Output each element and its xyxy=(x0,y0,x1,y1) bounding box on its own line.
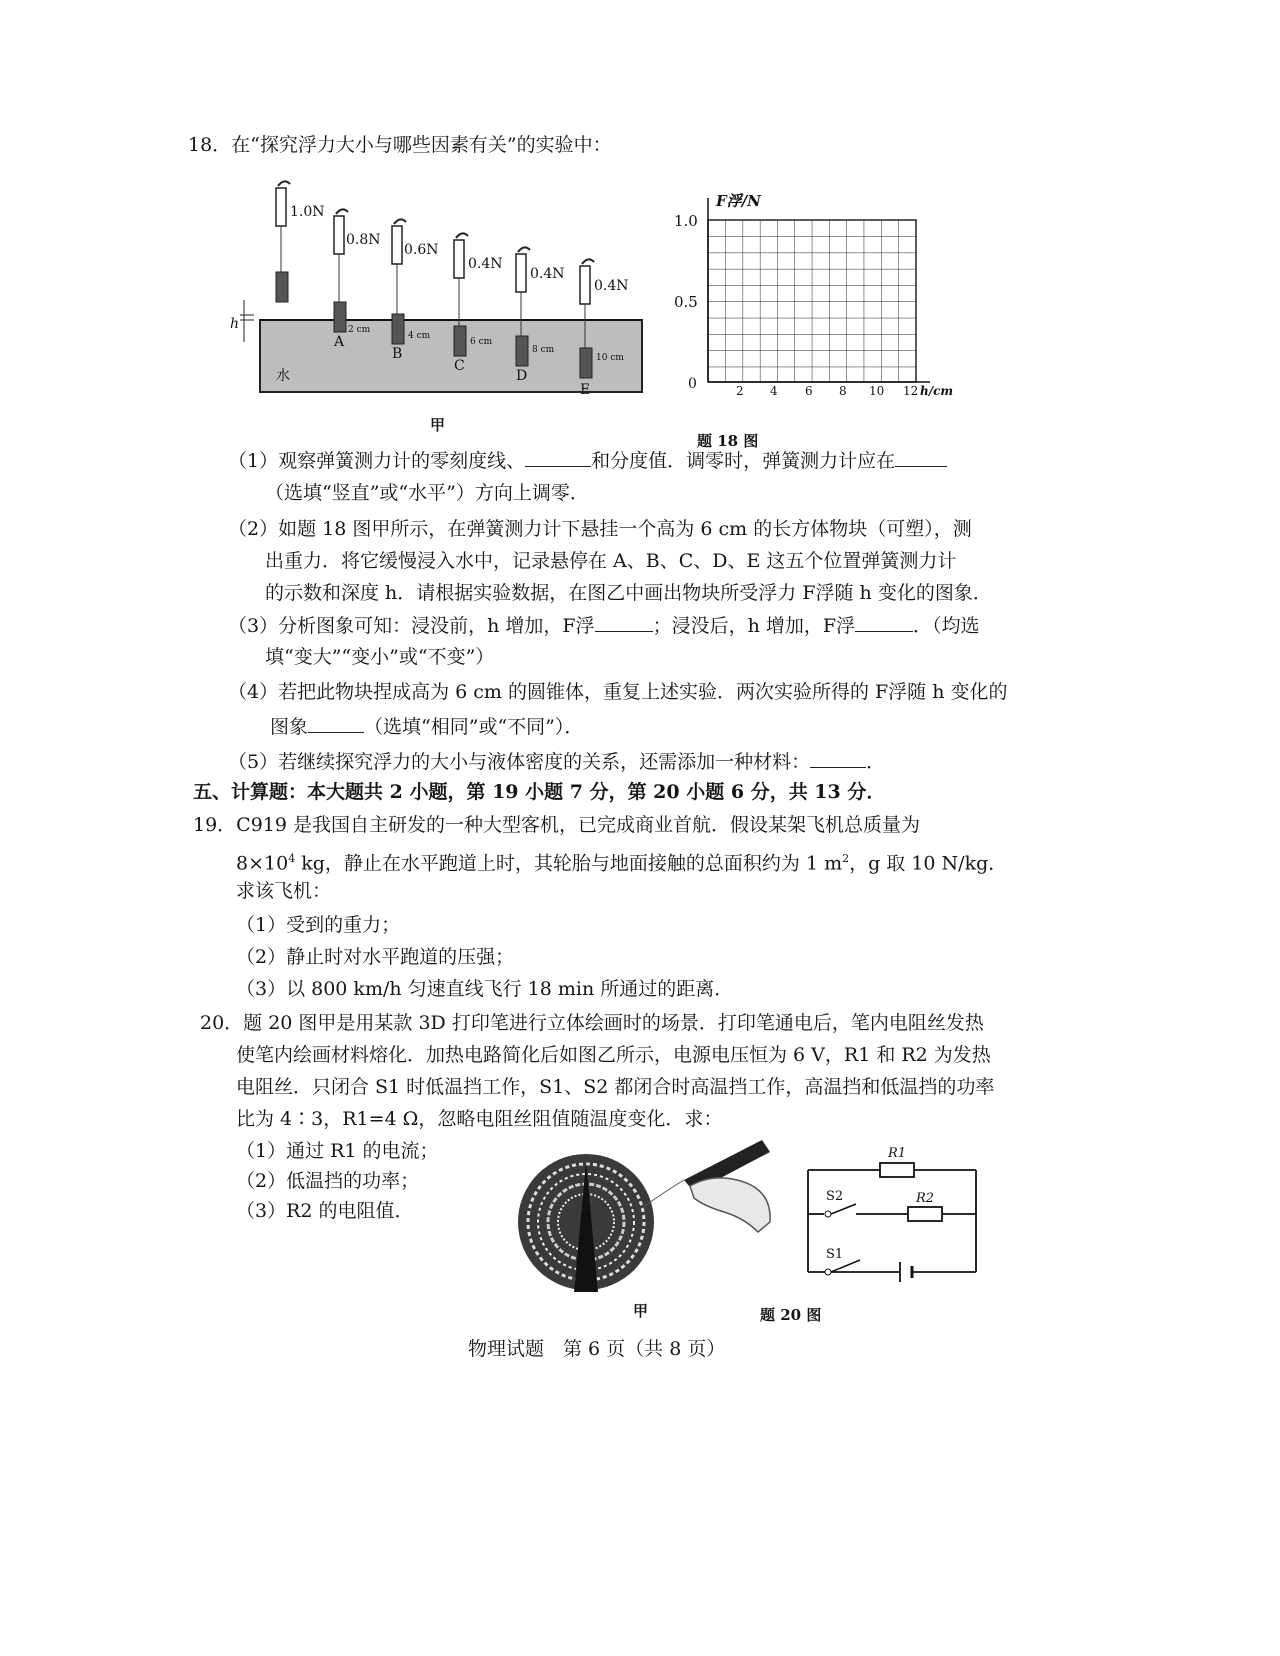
q18-caption: 题 18 图 xyxy=(697,432,759,450)
q19-sub1: （1）受到的重力； xyxy=(236,914,401,936)
h-label: h xyxy=(230,316,240,332)
blank-4[interactable] xyxy=(855,611,913,632)
q18-part4-line1: （4）若把此物块捏成高为 6 cm 的圆锥体，重复上述实验．两次实验所得的 F浮随 h 变化的 xyxy=(228,681,1008,703)
x-tick-4: 4 xyxy=(770,384,778,398)
x-tick-2: 2 xyxy=(736,384,744,398)
depth-d: 8 cm xyxy=(532,345,555,355)
q18-part2-line2: 出重力．将它缓慢浸入水中，记录悬停在 A、B、C、D、E 这五个位置弹簧测力计 xyxy=(265,550,957,572)
q20-circuit xyxy=(800,1142,990,1282)
q20-line2: 使笔内绘画材料熔化．加热电路简化后如图乙所示，电源电压恒为 6 V，R1 和 R2 为发热 xyxy=(236,1044,991,1066)
q18-p3c: ．（均选 xyxy=(913,615,980,637)
blank-5[interactable] xyxy=(308,712,364,733)
q19-l2sup: 4 xyxy=(288,852,296,865)
s1-label: S1 xyxy=(826,1247,844,1262)
q18-p4b: 图象 xyxy=(270,716,309,738)
reading-air: 1.0N xyxy=(290,204,325,220)
position-d: D xyxy=(516,368,528,384)
q19-sub2: （2）静止时对水平跑道的压强； xyxy=(236,946,515,968)
position-c: C xyxy=(454,358,465,374)
x-tick-8: 8 xyxy=(839,384,847,398)
q18-p5b: ． xyxy=(866,751,886,773)
position-a: A xyxy=(334,334,345,350)
q18-part2-line1: （2）如题 18 图甲所示，在弹簧测力计下悬挂一个高为 6 cm 的长方体物块（可塑），测 xyxy=(228,518,972,540)
q19-l2a: 8×10 xyxy=(236,852,289,875)
answer-grid xyxy=(708,220,916,382)
reading-b: 0.6N xyxy=(404,242,439,258)
q18-jia-label: 甲 xyxy=(430,416,446,434)
blank-1[interactable] xyxy=(525,446,591,467)
x-tick-12: 12 xyxy=(903,384,919,398)
q18-part1-line2: （选填“竖直”或“水平”）方向上调零． xyxy=(265,482,589,504)
depth-c: 6 cm xyxy=(470,337,493,347)
q19-line3: 求该飞机： xyxy=(236,880,332,902)
q18-part3-line2: 填“变大”“变小”或“不变”） xyxy=(265,646,495,668)
q20-line1: 20．题 20 图甲是用某款 3D 打印笔进行立体绘画时的场景．打印笔通电后，笔内电阻丝发热 xyxy=(200,1012,984,1034)
q18-p4c: （选填“相同”或“不同”）． xyxy=(364,716,584,738)
q18-p1a: （1）观察弹簧测力计的零刻度线、 xyxy=(228,450,526,472)
y-tick-0: 0 xyxy=(688,376,697,392)
q18-title: 18．在“探究浮力大小与哪些因素有关”的实验中： xyxy=(188,134,612,156)
position-e: E xyxy=(580,382,591,398)
q19-l2sup2: 2 xyxy=(842,852,850,865)
q18-part2-line3: 的示数和深度 h．请根据实验数据，在图乙中画出物块所受浮力 F浮随 h 变化的图象． xyxy=(265,582,992,604)
q20-jia-label: 甲 xyxy=(633,1302,649,1320)
y-tick-1: 1.0 xyxy=(674,212,698,230)
x-tick-10: 10 xyxy=(869,384,885,398)
spring-scale-air xyxy=(276,181,325,302)
page-footer: 物理试题 第 6 页（共 8 页） xyxy=(468,1338,726,1360)
resistor-r2 xyxy=(908,1207,942,1221)
water-label: 水 xyxy=(276,368,290,384)
q20-line4: 比为 4∶3，R1=4 Ω，忽略电阻丝阻值随温度变化．求： xyxy=(236,1108,723,1130)
q19-l2c: ，g 取 10 N/kg． xyxy=(849,852,1008,875)
q19-line1: 19．C919 是我国自主研发的一种大型客机，已完成商业首航．假设某架飞机总质量为 xyxy=(193,814,921,836)
q19-sub3: （3）以 800 km/h 匀速直线飞行 18 min 所通过的距离． xyxy=(236,978,734,1000)
blank-3[interactable] xyxy=(595,611,653,632)
reading-e: 0.4N xyxy=(594,278,629,294)
q18-p3b: ；浸没后，h 增加，F浮 xyxy=(652,615,856,637)
resistor-r1 xyxy=(880,1163,914,1177)
q20-caption: 题 20 图 xyxy=(760,1306,822,1324)
q19-line2 xyxy=(236,846,1007,876)
q20-sub2: （2）低温挡的功率； xyxy=(236,1170,420,1192)
q18-part4-line2 xyxy=(270,712,583,740)
y-axis-title: F浮/N xyxy=(716,192,761,210)
q19-l2b: kg，静止在水平跑道上时，其轮胎与地面接触的总面积约为 1 m xyxy=(295,852,843,875)
reading-d: 0.4N xyxy=(530,266,565,282)
q18-grid-figure xyxy=(668,190,968,410)
blank-6[interactable] xyxy=(810,747,866,768)
q20-sub1: （1）通过 R1 的电流； xyxy=(236,1140,439,1162)
q18-part1-line1 xyxy=(228,446,947,474)
q20-pen-photo xyxy=(514,1122,776,1298)
q18-p5a: （5）若继续探究浮力的大小与液体密度的关系，还需添加一种材料： xyxy=(228,751,811,773)
s2-label: S2 xyxy=(826,1189,844,1204)
switch-s2 xyxy=(831,1204,856,1214)
x-axis-title: h/cm xyxy=(920,384,954,398)
depth-b: 4 cm xyxy=(408,331,431,341)
r1-label: R1 xyxy=(888,1146,907,1161)
q18-part5 xyxy=(228,747,885,775)
q18-p3a: （3）分析图象可知：浸没前，h 增加，F浮 xyxy=(228,615,595,637)
q18-part3-line1 xyxy=(228,611,980,639)
q20-sub3: （3）R2 的电阻值． xyxy=(236,1200,414,1222)
section-5-heading: 五、计算题：本大题共 2 小题，第 19 小题 7 分，第 20 小题 6 分，共 13 分． xyxy=(193,781,886,803)
depth-a: 2 cm xyxy=(348,325,371,335)
reading-a: 0.8N xyxy=(346,232,381,248)
q18-p1b: 和分度值．调零时，弹簧测力计应在 xyxy=(591,450,896,472)
q18-figure-jia xyxy=(220,172,660,412)
depth-e: 10 cm xyxy=(596,353,624,363)
blank-2[interactable] xyxy=(895,446,947,467)
hand-icon xyxy=(690,1178,770,1232)
y-tick-05: 0.5 xyxy=(674,293,698,311)
reading-c: 0.4N xyxy=(468,256,503,272)
q20-line3: 电阻丝．只闭合 S1 时低温挡工作，S1、S2 都闭合时高温挡工作，高温挡和低温挡的功率 xyxy=(236,1076,995,1098)
x-tick-6: 6 xyxy=(805,384,813,398)
r2-label: R2 xyxy=(916,1191,935,1206)
position-b: B xyxy=(392,346,403,362)
